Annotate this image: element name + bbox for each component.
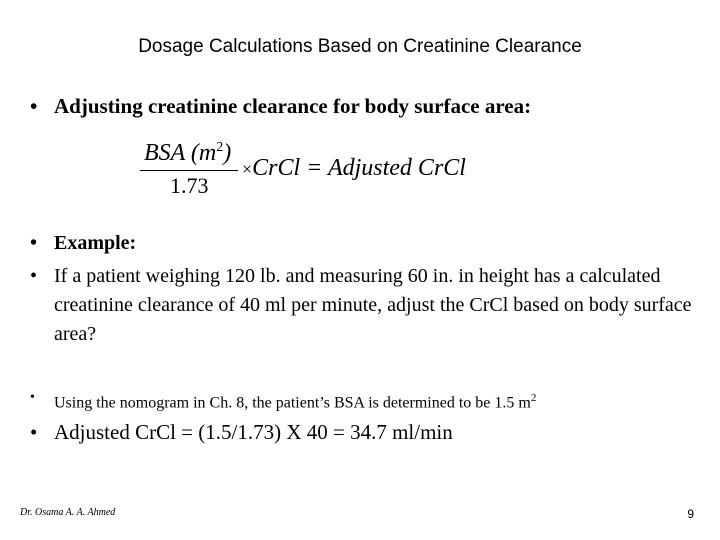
bullet-patient-scenario <box>24 262 694 349</box>
bullet-adjusting-crcl <box>24 93 694 119</box>
formula-numerator-close: ) <box>223 140 232 166</box>
bullet-text: If a patient weighing 120 lb. and measuring 60 in. in height has a calculated creatinine clearance of 40 ml per minute, adjust the CrCl based on body surface area? <box>54 265 692 345</box>
bsa-adjustment-formula <box>140 140 500 202</box>
formula-rhs-text: CrCl = Adjusted CrCl <box>252 155 466 181</box>
bullet-nomogram-bsa <box>24 387 694 414</box>
slide-title: Dosage Calculations Based on Creatinine Clearance <box>138 36 582 57</box>
formula-denominator: 1.73 <box>170 173 209 198</box>
page-number: 9 <box>687 507 694 521</box>
bullet-icon: • <box>30 390 35 405</box>
multiply-sign: × <box>242 159 253 179</box>
fraction-bar <box>140 170 238 171</box>
bullet-example <box>24 230 694 256</box>
bsa-unit-superscript: 2 <box>530 392 537 404</box>
formula-rhs <box>242 155 466 182</box>
bullet-text: Adjusting creatinine clearance for body surface area: <box>54 94 532 118</box>
bullet-text: Using the nomogram in Ch. 8, the patient’s BSA is determined to be 1.5 m <box>54 394 531 412</box>
bullet-text: Adjusted CrCl = (1.5/1.73) X 40 = 34.7 ml/min <box>54 420 453 444</box>
footer-author: Dr. Osama A. A. Ahmed <box>20 507 116 518</box>
bullet-text-wrapper <box>54 387 694 414</box>
formula-numerator-text: BSA (m <box>144 140 217 166</box>
bullet-adjusted-crcl <box>24 418 694 446</box>
bullet-text: Example: <box>54 232 137 254</box>
formula-numerator <box>144 140 231 167</box>
bullet-icon: • <box>30 232 38 254</box>
bullet-icon: • <box>30 94 38 118</box>
bullet-icon: • <box>30 265 38 287</box>
formula-numerator-exponent: 2 <box>216 140 224 155</box>
formula-fraction <box>140 140 238 202</box>
bullet-icon: • <box>30 420 38 444</box>
